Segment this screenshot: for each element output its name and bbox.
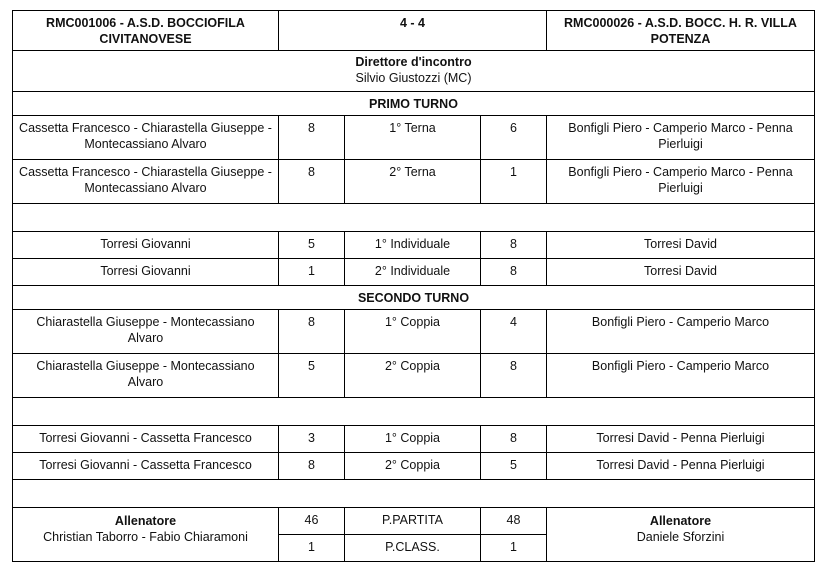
away-score: 4 xyxy=(481,310,547,354)
home-coach-cell xyxy=(13,508,279,562)
home-players: Torresi Giovanni - Cassetta Francesco xyxy=(13,426,279,453)
p-class-label: P.CLASS. xyxy=(345,535,481,562)
away-score: 1 xyxy=(481,160,547,204)
event-name: 2° Coppia xyxy=(345,354,481,398)
home-players: Cassetta Francesco - Chiarastella Giuseppe - Montecassiano Alvaro xyxy=(13,160,279,204)
table-row xyxy=(13,426,815,453)
home-score: 8 xyxy=(279,310,345,354)
footer-row-partita xyxy=(13,508,815,535)
p-class-away: 1 xyxy=(481,535,547,562)
director-name: Silvio Giustozzi (MC) xyxy=(355,71,472,85)
home-score: 8 xyxy=(279,116,345,160)
away-score: 8 xyxy=(481,426,547,453)
home-score: 1 xyxy=(279,259,345,286)
away-score: 8 xyxy=(481,354,547,398)
event-name: 2° Individuale xyxy=(345,259,481,286)
table-row xyxy=(13,354,815,398)
spacer-row xyxy=(13,204,815,232)
p-partita-away: 48 xyxy=(481,508,547,535)
home-team-name: RMC001006 - A.S.D. BOCCIOFILA CIVITANOVESE xyxy=(13,11,279,51)
event-name: 2° Terna xyxy=(345,160,481,204)
match-score: 4 - 4 xyxy=(279,11,547,51)
away-players: Torresi David - Penna Pierluigi xyxy=(547,453,815,480)
home-coach-name: Christian Taborro - Fabio Chiaramoni xyxy=(43,530,248,544)
home-score: 3 xyxy=(279,426,345,453)
event-name: 1° Coppia xyxy=(345,426,481,453)
home-coach-label: Allenatore xyxy=(114,514,177,528)
event-name: 1° Terna xyxy=(345,116,481,160)
spacer-cell xyxy=(13,204,815,232)
home-players: Cassetta Francesco - Chiarastella Giuseppe - Montecassiano Alvaro xyxy=(13,116,279,160)
away-team-name: RMC000026 - A.S.D. BOCC. H. R. VILLA POTENZA xyxy=(547,11,815,51)
director-label: Direttore d'incontro xyxy=(355,55,472,69)
away-players: Bonfigli Piero - Camperio Marco xyxy=(547,310,815,354)
section-primo-turno xyxy=(13,92,815,116)
home-players: Torresi Giovanni xyxy=(13,259,279,286)
home-score: 5 xyxy=(279,232,345,259)
away-players: Torresi David - Penna Pierluigi xyxy=(547,426,815,453)
table-row xyxy=(13,310,815,354)
table-row xyxy=(13,160,815,204)
away-players: Torresi David xyxy=(547,232,815,259)
away-coach-label: Allenatore xyxy=(649,514,712,528)
p-partita-home: 46 xyxy=(279,508,345,535)
table-row xyxy=(13,259,815,286)
table-row xyxy=(13,232,815,259)
event-name: 1° Coppia xyxy=(345,310,481,354)
home-players: Torresi Giovanni - Cassetta Francesco xyxy=(13,453,279,480)
home-players: Torresi Giovanni xyxy=(13,232,279,259)
director-row xyxy=(13,51,815,92)
away-score: 5 xyxy=(481,453,547,480)
section-secondo-turno xyxy=(13,286,815,310)
table-row xyxy=(13,116,815,160)
spacer-row xyxy=(13,480,815,508)
home-score: 8 xyxy=(279,160,345,204)
away-players: Bonfigli Piero - Camperio Marco - Penna Pierluigi xyxy=(547,160,815,204)
away-score: 8 xyxy=(481,259,547,286)
section-title: SECONDO TURNO xyxy=(13,286,815,310)
match-header-row xyxy=(13,11,815,51)
spacer-cell xyxy=(13,398,815,426)
p-class-home: 1 xyxy=(279,535,345,562)
table-row xyxy=(13,453,815,480)
home-players: Chiarastella Giuseppe - Montecassiano Alvaro xyxy=(13,310,279,354)
spacer-row xyxy=(13,398,815,426)
p-partita-label: P.PARTITA xyxy=(345,508,481,535)
away-players: Bonfigli Piero - Camperio Marco xyxy=(547,354,815,398)
away-coach-name: Daniele Sforzini xyxy=(636,530,725,544)
away-coach-cell xyxy=(547,508,815,562)
event-name: 2° Coppia xyxy=(345,453,481,480)
home-players: Chiarastella Giuseppe - Montecassiano Alvaro xyxy=(13,354,279,398)
director-cell xyxy=(13,51,815,92)
event-name: 1° Individuale xyxy=(345,232,481,259)
away-score: 8 xyxy=(481,232,547,259)
section-title: PRIMO TURNO xyxy=(13,92,815,116)
away-players: Bonfigli Piero - Camperio Marco - Penna Pierluigi xyxy=(547,116,815,160)
match-report-table xyxy=(12,10,815,562)
away-score: 6 xyxy=(481,116,547,160)
home-score: 8 xyxy=(279,453,345,480)
home-score: 5 xyxy=(279,354,345,398)
away-players: Torresi David xyxy=(547,259,815,286)
spacer-cell xyxy=(13,480,815,508)
